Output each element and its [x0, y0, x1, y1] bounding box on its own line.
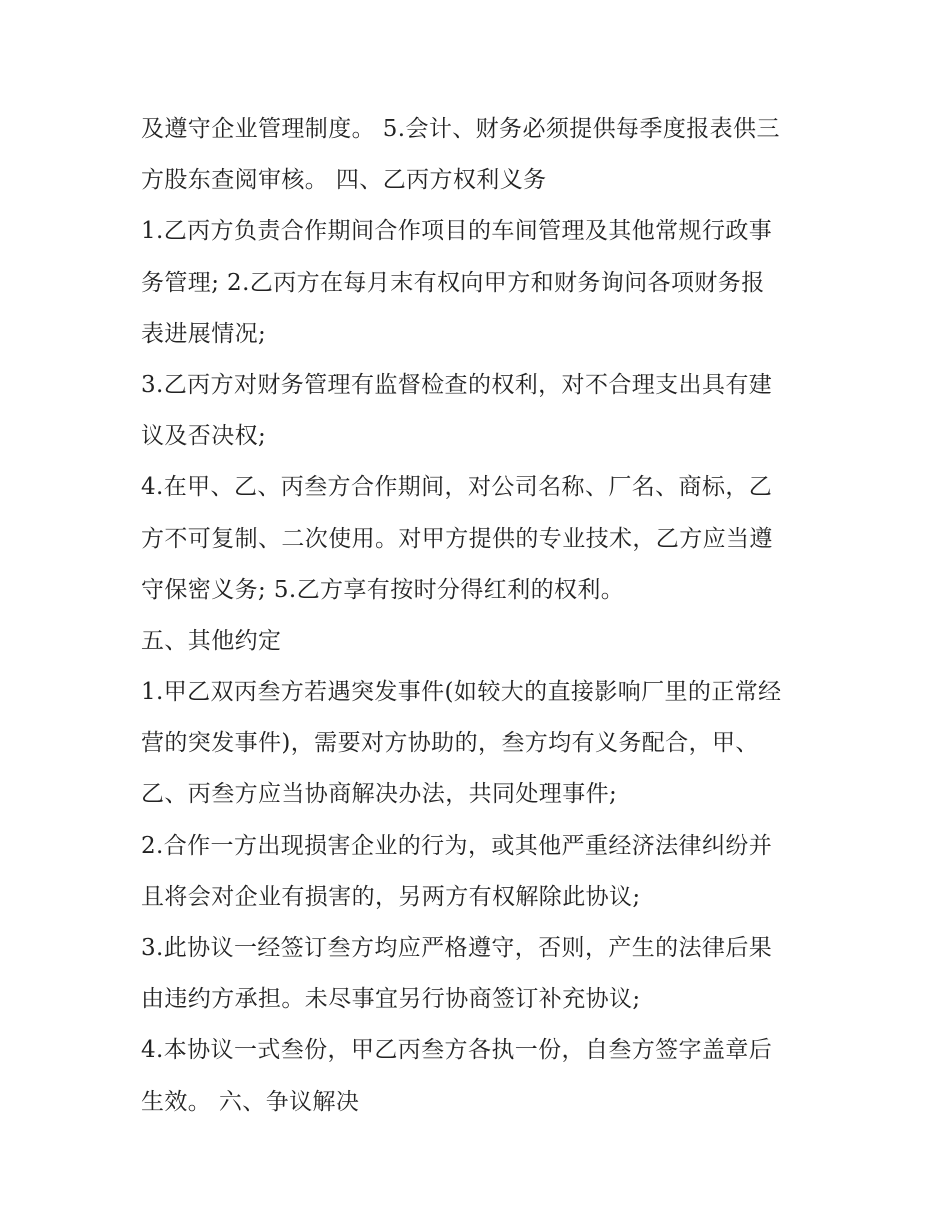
text-line: 生效。 六、争议解决: [141, 1088, 360, 1115]
text-line: 且将会对企业有损害的，另两方有权解除此协议;: [141, 883, 641, 910]
text-line: 方股东查阅审核。 四、乙丙方权利义务: [141, 167, 547, 194]
text-line: 乙、丙叁方应当协商解决办法，共同处理事件;: [141, 781, 618, 808]
text-line: 务管理; 2.乙丙方在每月末有权向甲方和财务询问各项财务报: [141, 269, 765, 296]
text-line: 1.乙丙方负责合作期间合作项目的车间管理及其他常规行政事: [141, 218, 773, 245]
text-line: 守保密义务; 5.乙方享有按时分得红利的权利。: [141, 576, 625, 603]
section-heading: 五、其他约定: [141, 627, 282, 654]
text-line: 及遵守企业管理制度。 5.会计、财务必须提供每季度报表供三: [141, 116, 780, 142]
text-line: 由违约方承担。未尽事宜另行协商签订补充协议;: [141, 986, 641, 1013]
text-line: 议及否决权;: [141, 423, 267, 450]
text-line: 2.合作一方出现损害企业的行为，或其他严重经济法律纠纷并: [141, 832, 773, 859]
text-line: 3.此协议一经签订叁方均应严格遵守，否则，产生的法律后果: [141, 935, 773, 961]
text-line: 营的突发事件)，需要对方协助的，叁方均有义务配合，甲、: [141, 730, 759, 757]
text-line: 方不可复制、二次使用。对甲方提供的专业技术，乙方应当遵: [141, 525, 773, 552]
text-line: 4.在甲、乙、丙叁方合作期间，对公司名称、厂名、商标，乙: [141, 474, 773, 501]
text-line: 表进展情况;: [141, 320, 267, 347]
text-line: 4.本协议一式叁份，甲乙丙叁方各执一份，自叁方签字盖章后: [141, 1037, 773, 1064]
text-line: 3.乙丙方对财务管理有监督检查的权利，对不合理支出具有建: [141, 371, 773, 398]
document-body: [141, 104, 813, 1128]
text-line: 1.甲乙双丙叁方若遇突发事件(如较大的直接影响厂里的正常经: [141, 679, 782, 706]
